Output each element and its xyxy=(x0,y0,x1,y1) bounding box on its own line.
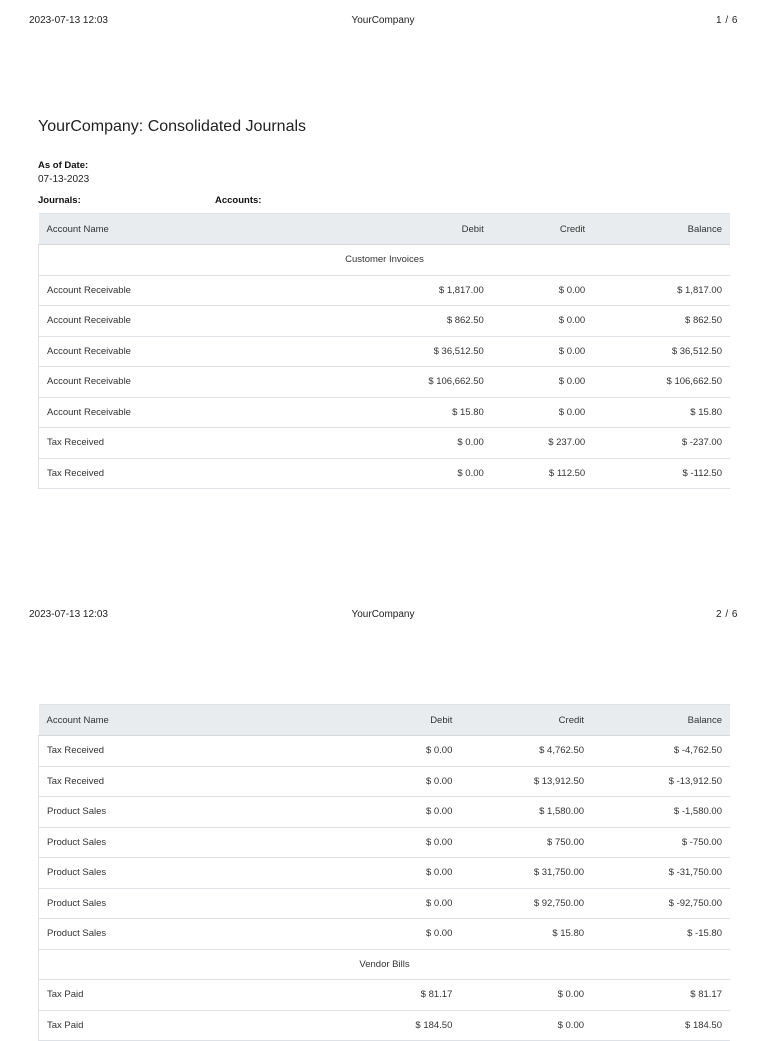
debit-cell: $ 184.50 xyxy=(355,1010,460,1041)
journal-table xyxy=(38,213,730,489)
balance-cell: $ -31,750.00 xyxy=(592,858,730,889)
balance-cell: $ 36,512.50 xyxy=(593,336,730,367)
balance-cell: $ -13,912.50 xyxy=(592,766,730,797)
account-name-cell: Tax Paid xyxy=(39,1010,356,1041)
credit-cell: $ 1,580.00 xyxy=(460,797,592,828)
table-row xyxy=(39,458,731,489)
column-header-account-name: Account Name xyxy=(39,705,356,736)
credit-cell: $ 0.00 xyxy=(460,980,592,1011)
balance-cell: $ 81.17 xyxy=(592,980,730,1011)
debit-cell: $ 0.00 xyxy=(355,797,460,828)
account-name-cell: Tax Received xyxy=(39,736,356,767)
as-of-date-label: As of Date: xyxy=(38,160,89,171)
print-datetime: 2023-07-13 12:03 xyxy=(29,609,108,620)
credit-cell: $ 237.00 xyxy=(492,428,593,459)
debit-cell: $ 0.00 xyxy=(355,827,460,858)
as-of-date-value: 07-13-2023 xyxy=(38,174,90,185)
table-row xyxy=(39,980,731,1011)
debit-cell: $ 0.00 xyxy=(355,736,460,767)
table-row xyxy=(39,306,731,337)
table-header-row xyxy=(39,705,731,736)
table-body xyxy=(39,736,731,1041)
debit-cell: $ 15.80 xyxy=(355,397,492,428)
account-name-cell: Product Sales xyxy=(39,888,356,919)
account-name-cell: Product Sales xyxy=(39,827,356,858)
column-header-balance: Balance xyxy=(592,705,730,736)
column-header-credit: Credit xyxy=(460,705,592,736)
column-header-debit: Debit xyxy=(355,214,492,245)
page-number: 2 / 6 xyxy=(716,609,738,620)
credit-cell: $ 0.00 xyxy=(492,397,593,428)
credit-cell: $ 15.80 xyxy=(460,919,592,950)
account-name-cell: Account Receivable xyxy=(39,306,356,337)
page-header xyxy=(0,15,768,31)
debit-cell: $ 0.00 xyxy=(355,766,460,797)
balance-cell: $ 15.80 xyxy=(593,397,730,428)
journal-table xyxy=(38,704,730,1041)
account-name-cell: Tax Received xyxy=(39,428,356,459)
debit-cell: $ 0.00 xyxy=(355,458,492,489)
credit-cell: $ 13,912.50 xyxy=(460,766,592,797)
account-name-cell: Tax Received xyxy=(39,458,356,489)
debit-cell: $ 862.50 xyxy=(355,306,492,337)
balance-cell: $ -92,750.00 xyxy=(592,888,730,919)
account-name-cell: Account Receivable xyxy=(39,367,356,398)
balance-cell: $ -750.00 xyxy=(592,827,730,858)
table-row xyxy=(39,1010,731,1041)
table-row xyxy=(39,797,731,828)
account-name-cell: Product Sales xyxy=(39,797,356,828)
journal-group-name: Vendor Bills xyxy=(39,949,731,980)
debit-cell: $ 0.00 xyxy=(355,428,492,459)
account-name-cell: Product Sales xyxy=(39,919,356,950)
balance-cell: $ 184.50 xyxy=(592,1010,730,1041)
credit-cell: $ 92,750.00 xyxy=(460,888,592,919)
table-row xyxy=(39,336,731,367)
table-row xyxy=(39,888,731,919)
page-header xyxy=(0,609,768,625)
debit-cell: $ 1,817.00 xyxy=(355,275,492,306)
table-body xyxy=(39,245,731,489)
table-row xyxy=(39,275,731,306)
credit-cell: $ 31,750.00 xyxy=(460,858,592,889)
debit-cell: $ 81.17 xyxy=(355,980,460,1011)
table-row xyxy=(39,858,731,889)
credit-cell: $ 750.00 xyxy=(460,827,592,858)
balance-cell: $ -4,762.50 xyxy=(592,736,730,767)
balance-cell: $ -237.00 xyxy=(593,428,730,459)
account-name-cell: Product Sales xyxy=(39,858,356,889)
table-row xyxy=(39,736,731,767)
account-name-cell: Tax Received xyxy=(39,766,356,797)
column-header-balance: Balance xyxy=(593,214,730,245)
journal-group-name: Customer Invoices xyxy=(39,245,731,276)
account-name-cell: Account Receivable xyxy=(39,336,356,367)
balance-cell: $ 862.50 xyxy=(593,306,730,337)
debit-cell: $ 0.00 xyxy=(355,919,460,950)
column-header-credit: Credit xyxy=(492,214,593,245)
credit-cell: $ 0.00 xyxy=(492,275,593,306)
print-datetime: 2023-07-13 12:03 xyxy=(29,15,108,26)
journal-group-row xyxy=(39,949,731,980)
journal-group-row xyxy=(39,245,731,276)
table-row xyxy=(39,397,731,428)
balance-cell: $ 106,662.50 xyxy=(593,367,730,398)
table-row xyxy=(39,827,731,858)
table-row xyxy=(39,428,731,459)
debit-cell: $ 106,662.50 xyxy=(355,367,492,398)
table-header-row xyxy=(39,214,731,245)
credit-cell: $ 4,762.50 xyxy=(460,736,592,767)
table-row xyxy=(39,367,731,398)
table-row xyxy=(39,766,731,797)
column-header-account-name: Account Name xyxy=(39,214,356,245)
header-company: YourCompany xyxy=(351,609,415,620)
balance-cell: $ 1,817.00 xyxy=(593,275,730,306)
header-company: YourCompany xyxy=(351,15,415,26)
accounts-label: Accounts: xyxy=(215,195,262,206)
credit-cell: $ 0.00 xyxy=(492,367,593,398)
credit-cell: $ 0.00 xyxy=(492,336,593,367)
debit-cell: $ 36,512.50 xyxy=(355,336,492,367)
table-row xyxy=(39,919,731,950)
credit-cell: $ 0.00 xyxy=(460,1010,592,1041)
debit-cell: $ 0.00 xyxy=(355,858,460,889)
credit-cell: $ 112.50 xyxy=(492,458,593,489)
report-page-2 xyxy=(0,594,768,1031)
column-header-debit: Debit xyxy=(355,705,460,736)
page-number: 1 / 6 xyxy=(716,15,738,26)
report-title: YourCompany: Consolidated Journals xyxy=(38,118,307,135)
debit-cell: $ 0.00 xyxy=(355,888,460,919)
balance-cell: $ -15.80 xyxy=(592,919,730,950)
balance-cell: $ -112.50 xyxy=(593,458,730,489)
journals-label: Journals: xyxy=(38,195,81,206)
account-name-cell: Account Receivable xyxy=(39,397,356,428)
account-name-cell: Tax Paid xyxy=(39,980,356,1011)
credit-cell: $ 0.00 xyxy=(492,306,593,337)
balance-cell: $ -1,580.00 xyxy=(592,797,730,828)
account-name-cell: Account Receivable xyxy=(39,275,356,306)
